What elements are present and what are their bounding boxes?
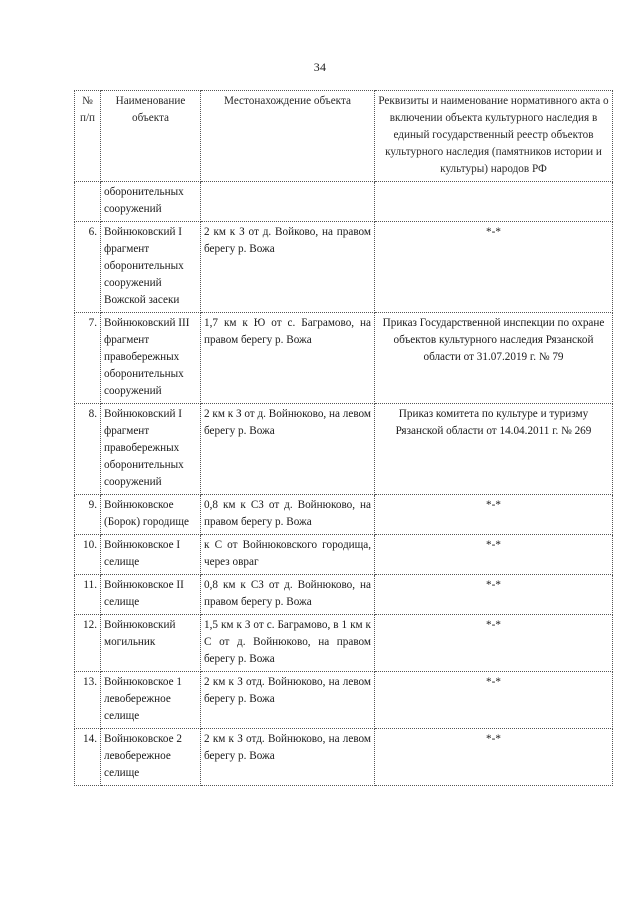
row-name: Войнюковский могильник (101, 615, 201, 672)
row-location: 0,8 км к СЗ от д. Войнюково, на правом берегу р. Вожа (201, 575, 375, 615)
heritage-objects-table (74, 90, 613, 786)
table-row (75, 729, 613, 786)
row-num: 7. (75, 313, 101, 404)
row-name: Войнюковское 2 левобережное селище (101, 729, 201, 786)
row-location: 2 км к З отд. Войнюково, на левом берегу р. Вожа (201, 729, 375, 786)
row-name: Войнюковский I фрагмент правобережных оборонительных сооружений (101, 404, 201, 495)
table-row (75, 575, 613, 615)
row-requisites: *-* (375, 535, 613, 575)
row-num: 10. (75, 535, 101, 575)
row-location: 0,8 км к СЗ от д. Войнюково, на правом берегу р. Вожа (201, 495, 375, 535)
row-location: 2 км к З отд. Войнюково, на левом берегу р. Вожа (201, 672, 375, 729)
row-name: Войнюковский I фрагмент оборонительных сооружений Вожской засеки (101, 222, 201, 313)
row-num: 13. (75, 672, 101, 729)
row-location: 2 км к З от д. Войнюково, на левом берегу р. Вожа (201, 404, 375, 495)
row-num: 9. (75, 495, 101, 535)
row-requisites: *-* (375, 495, 613, 535)
table-row (75, 313, 613, 404)
row-location: 1,7 км к Ю от с. Баграмово, на правом берегу р. Вожа (201, 313, 375, 404)
row-requisites: *-* (375, 672, 613, 729)
row-location: 1,5 км к З от с. Баграмово, в 1 км к С от д. Войнюково, на правом берегу р. Вожа (201, 615, 375, 672)
row-num (75, 182, 101, 222)
row-location: к С от Войнюковского городища, через овраг (201, 535, 375, 575)
row-name: Войнюковское I селище (101, 535, 201, 575)
row-name: Войнюковское II селище (101, 575, 201, 615)
page-number: 34 (313, 60, 327, 74)
row-requisites (375, 182, 613, 222)
row-num: 8. (75, 404, 101, 495)
table-row (75, 672, 613, 729)
row-requisites: *-* (375, 729, 613, 786)
row-num: 12. (75, 615, 101, 672)
row-requisites: Приказ комитета по культуре и туризму Рязанской области от 14.04.2011 г. № 269 (375, 404, 613, 495)
row-requisites: Приказ Государственной инспекции по охране объектов культурного наследия Рязанской области от 31.07.2019 г. № 79 (375, 313, 613, 404)
header-requisites: Реквизиты и наименование нормативного акта о включении объекта культурного наследия в единый государственный реестр объектов культурного наследия (памятников истории и культуры) народов РФ (375, 91, 613, 182)
table-row (75, 182, 613, 222)
row-name: оборонительных сооружений (101, 182, 201, 222)
header-num: № п/п (75, 91, 101, 182)
row-name: Войнюковское 1 левобережное селище (101, 672, 201, 729)
table-row (75, 404, 613, 495)
table-row (75, 222, 613, 313)
row-name: Войнюковский III фрагмент правобережных оборонительных сооружений (101, 313, 201, 404)
row-num: 6. (75, 222, 101, 313)
row-location: 2 км к З от д. Войково, на правом берегу р. Вожа (201, 222, 375, 313)
row-name: Войнюковское (Борок) городище (101, 495, 201, 535)
row-num: 14. (75, 729, 101, 786)
table-row (75, 535, 613, 575)
header-location: Местонахождение объекта (201, 91, 375, 182)
row-requisites: *-* (375, 222, 613, 313)
row-requisites: *-* (375, 575, 613, 615)
row-location (201, 182, 375, 222)
table-row (75, 615, 613, 672)
table-header-row (75, 91, 613, 182)
row-requisites: *-* (375, 615, 613, 672)
table-row (75, 495, 613, 535)
header-name: Наименование объекта (101, 91, 201, 182)
row-num: 11. (75, 575, 101, 615)
